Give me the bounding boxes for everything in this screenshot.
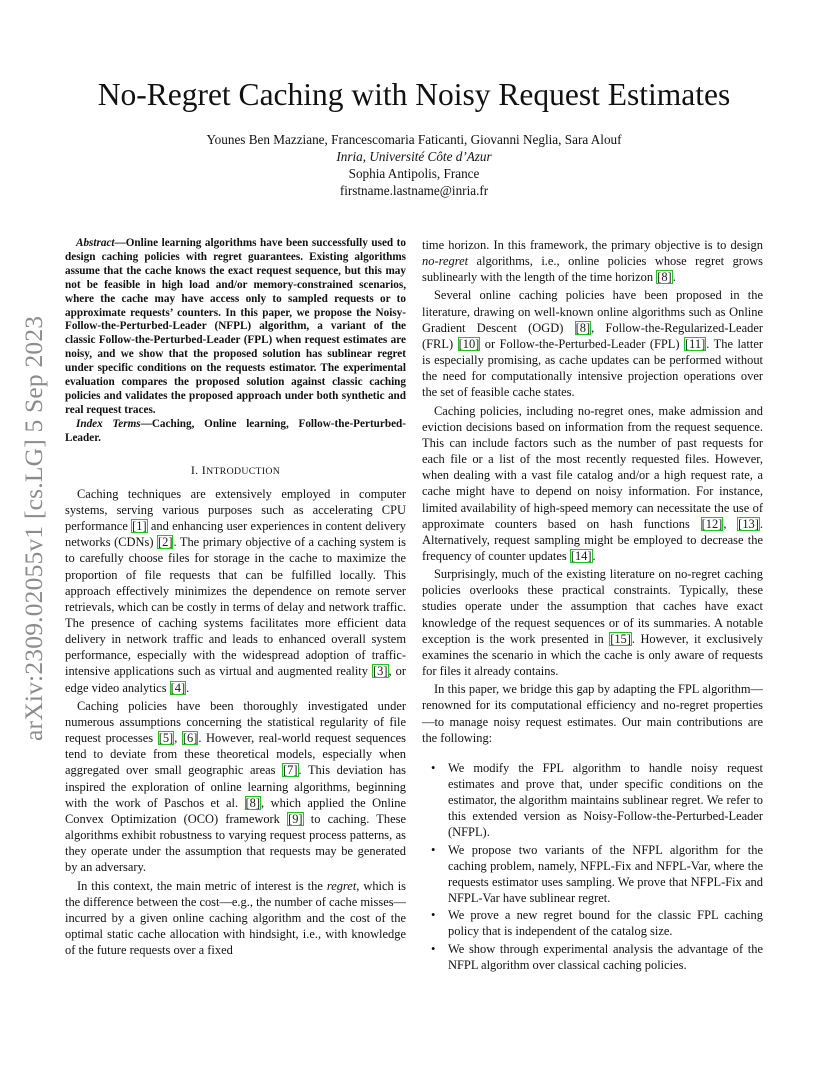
email: firstname.lastname@inria.fr bbox=[339, 183, 489, 198]
contribution-text: We prove a new regret bound for the classic FPL caching policy that is independent of the catalog size. bbox=[448, 908, 763, 939]
emphasis: regret bbox=[326, 878, 357, 893]
contribution-text: We show through experimental analysis the advantage of the NFPL algorithm over classical caching policies. bbox=[448, 941, 763, 972]
intro-paragraph-3-cont bbox=[422, 237, 763, 285]
text-run: to caching. These algorithms exhibit robustness to varying request process patterns, as they operate under the assumption that requests may be generated by an adversary. bbox=[65, 811, 406, 875]
citation-link[interactable]: [8] bbox=[657, 270, 672, 285]
citation-link[interactable]: [6] bbox=[182, 731, 198, 746]
text-run: or Follow-the-Perturbed-Leader (FPL) bbox=[480, 336, 685, 351]
emphasis: no-regret bbox=[422, 254, 469, 269]
contribution-item bbox=[431, 760, 763, 841]
citation-link[interactable]: [9] bbox=[288, 811, 303, 826]
text-run: , or edge video analytics bbox=[65, 664, 406, 695]
abstract-label: Abstract bbox=[76, 237, 115, 249]
section-initial: I bbox=[201, 462, 207, 477]
text-run: Surprisingly, much of the existing literature on no-regret caching policies overlooks these practical constraints. Typically, these studies operate under the assumption that caches have exact knowledge of the request sequences or of its summaries. A notable exception is the work presented in bbox=[422, 567, 763, 646]
citation-link[interactable]: [8] bbox=[575, 320, 591, 335]
citation-link[interactable]: [4] bbox=[170, 680, 186, 695]
index-terms-label: Index Terms bbox=[76, 417, 141, 430]
text-run: , which is the difference between the cost—e.g., the number of cache misses—incurred by a given online caching algorithm and the cost of the optimal static cache allocation with hindsight, i.e., with knowledge of the future requests over a fixed bbox=[65, 878, 406, 958]
location: Sophia Antipolis, France bbox=[348, 166, 480, 181]
section-title-rest: NTRODUCTION bbox=[206, 465, 281, 477]
section-heading bbox=[65, 462, 406, 480]
text-run: . bbox=[672, 270, 676, 285]
abstract-text: —Online learning algorithms have been successfully used to design caching policies with regret guarantees. Existing algorithms assume that the cache knows the exact request sequence, but this may not be feasible in high load and/or memory-constrained scenarios, where the cache may have access only to sampled requests or to approximate requests’ counters. In this paper, we propose the Noisy-Follow-the-Perturbed-Leader (NFPL) algorithm, a variant of the classic Follow-the-Perturbed-Leader (FPL) when request estimates are noisy, and we show that the proposed solution has sublinear regret under specific conditions on the requests estimator. The experimental evaluation compares the proposed solution against classic caching policies and validates the proposed approach under both synthetic and real request traces. bbox=[65, 237, 406, 416]
citation-link[interactable]: [13] bbox=[738, 516, 759, 531]
right-column bbox=[422, 237, 763, 974]
index-terms-text: —Caching, Online learning, Follow-the-Perturbed-Leader. bbox=[65, 417, 406, 444]
text-run: . This deviation has inspired the exploration of online learning algorithms, beginning with the work of Paschos et al. bbox=[65, 763, 406, 810]
citation-link[interactable]: [15] bbox=[610, 631, 631, 646]
left-column bbox=[65, 237, 406, 960]
text-run: Caching policies, including no-regret ones, make admission and eviction decisions based on information from the request sequence. This can include factors such as the number of past requests for each file or a list of the most recently requested files. However, when dealing with a vast file catalog and/or a high request rate, a cache might have to depend on noisy information. For instance, limited availability of high-speed memory can necessitate the use of approximate counters based on hash functions bbox=[422, 403, 763, 531]
citation-link[interactable]: [1] bbox=[132, 519, 147, 534]
arxiv-stamp[interactable]: arXiv:2309.02055v1 [cs.LG] 5 Sep 2023 bbox=[19, 315, 48, 741]
intro-paragraph-2 bbox=[65, 698, 406, 876]
text-run: . bbox=[592, 548, 596, 563]
citation-link[interactable]: [7] bbox=[283, 763, 298, 778]
text-run: . bbox=[186, 680, 190, 695]
citation-link[interactable]: [14] bbox=[570, 548, 592, 563]
abstract bbox=[65, 237, 406, 418]
bullet-icon: • bbox=[431, 760, 436, 775]
text-run: Caching policies have been thoroughly investigated under numerous assumptions concerning the statistical regularity of file request processes bbox=[65, 698, 406, 746]
intro-paragraph-7: In this paper, we bridge this gap by adapting the FPL algorithm—renowned for its computational efficiency and no-regret properties—to manage noisy request estimates. Our main contributions are the following: bbox=[422, 682, 763, 745]
author-block bbox=[0, 131, 828, 199]
text-run: , which applied the Online Convex Optimization (OCO) framework bbox=[65, 795, 406, 826]
contributions-list bbox=[422, 760, 763, 973]
text-run: time horizon. In this framework, the primary objective is to design bbox=[422, 238, 763, 252]
text-run: . The latter is especially promising, as cache updates can be performed without the need for computationally intensive projection operations over the set of feasible cache states. bbox=[422, 336, 763, 400]
affiliation: Inria, Université Côte d’Azur bbox=[336, 149, 492, 164]
citation-link[interactable]: [12] bbox=[701, 516, 723, 531]
citation-link[interactable]: [11] bbox=[685, 336, 706, 351]
text-run: . Alternatively, request sampling might be employed to decrease the frequency of counter updates bbox=[422, 516, 764, 563]
text-run: algorithms, i.e., online policies whose regret grows sublinearly with the length of the time horizon bbox=[422, 254, 763, 285]
text-run: and enhancing user experiences in content delivery networks (CDNs) bbox=[65, 519, 406, 550]
text-run: , Follow-the-Regularized-Leader (FRL) bbox=[422, 320, 763, 351]
contribution-item bbox=[431, 842, 763, 907]
text-run: , bbox=[723, 516, 738, 531]
author-list: Younes Ben Mazziane, Francescomaria Faticanti, Giovanni Neglia, Sara Alouf bbox=[206, 132, 622, 147]
citation-link[interactable]: [5] bbox=[158, 731, 174, 746]
citation-link[interactable]: [3] bbox=[373, 664, 388, 679]
intro-paragraph-1 bbox=[65, 486, 406, 696]
text-run: In this context, the main metric of interest is the bbox=[77, 878, 327, 893]
text-run: . However, it exclusively examines the scenario in which the cache is only aware of requests for files it already contains. bbox=[422, 631, 764, 679]
citation-link[interactable]: [2] bbox=[157, 535, 173, 550]
intro-paragraph-5 bbox=[422, 403, 763, 565]
citation-link[interactable]: [10] bbox=[458, 336, 480, 351]
intro-paragraph-3 bbox=[65, 878, 406, 959]
text-run: . However, real-world request sequences tend to deviate from these theoretical models, especially when aggregated over small geographic areas bbox=[65, 731, 407, 778]
index-terms bbox=[65, 418, 406, 446]
text-run: . The primary objective of a caching system is to carefully choose files for storage in the cache to maximize the proportion of file requests that can be fulfilled locally. This approach effectively minimizes the dependence on remote server retrievals, which can be costly in terms of delay and network traffic. The presence of caching systems facilitates more efficient data delivery in network traffic and leads to enhanced overall system performance, especially with the widespread adoption of traffic-intensive applications such as virtual and augmented reality bbox=[65, 535, 406, 679]
text-run: , bbox=[174, 731, 182, 746]
intro-paragraph-4 bbox=[422, 287, 763, 400]
bullet-icon: • bbox=[431, 908, 436, 923]
citation-link[interactable]: [8] bbox=[245, 795, 261, 810]
bullet-icon: • bbox=[431, 842, 436, 857]
text-run: Several online caching policies have been proposed in the literature, drawing on well-known online algorithms such as Online Gradient Descent (OGD) bbox=[422, 288, 763, 335]
contribution-text: We modify the FPL algorithm to handle noisy request estimates and prove that, under specific conditions on the estimator, the algorithm maintains sublinear regret. We refer to this extended version as Noisy-Follow-the-Perturbed-Leader (NFPL). bbox=[448, 760, 763, 840]
section-number: I. bbox=[190, 462, 199, 477]
contribution-item bbox=[431, 941, 763, 973]
contribution-text: We propose two variants of the NFPL algorithm for the caching problem, namely, NFPL-Fix and NFPL-Var, where the requests estimator uses sampling. We prove that NFPL-Fix and NFPL-Var have sublinear regret. bbox=[448, 842, 763, 906]
text-run: Caching techniques are extensively employed in computer systems, serving various purposes such as accelerating CPU performance bbox=[65, 486, 406, 534]
intro-paragraph-6 bbox=[422, 566, 763, 679]
bullet-icon: • bbox=[431, 941, 436, 956]
paper-title: No-Regret Caching with Noisy Request Estimates bbox=[97, 77, 731, 112]
contribution-item bbox=[431, 907, 763, 939]
